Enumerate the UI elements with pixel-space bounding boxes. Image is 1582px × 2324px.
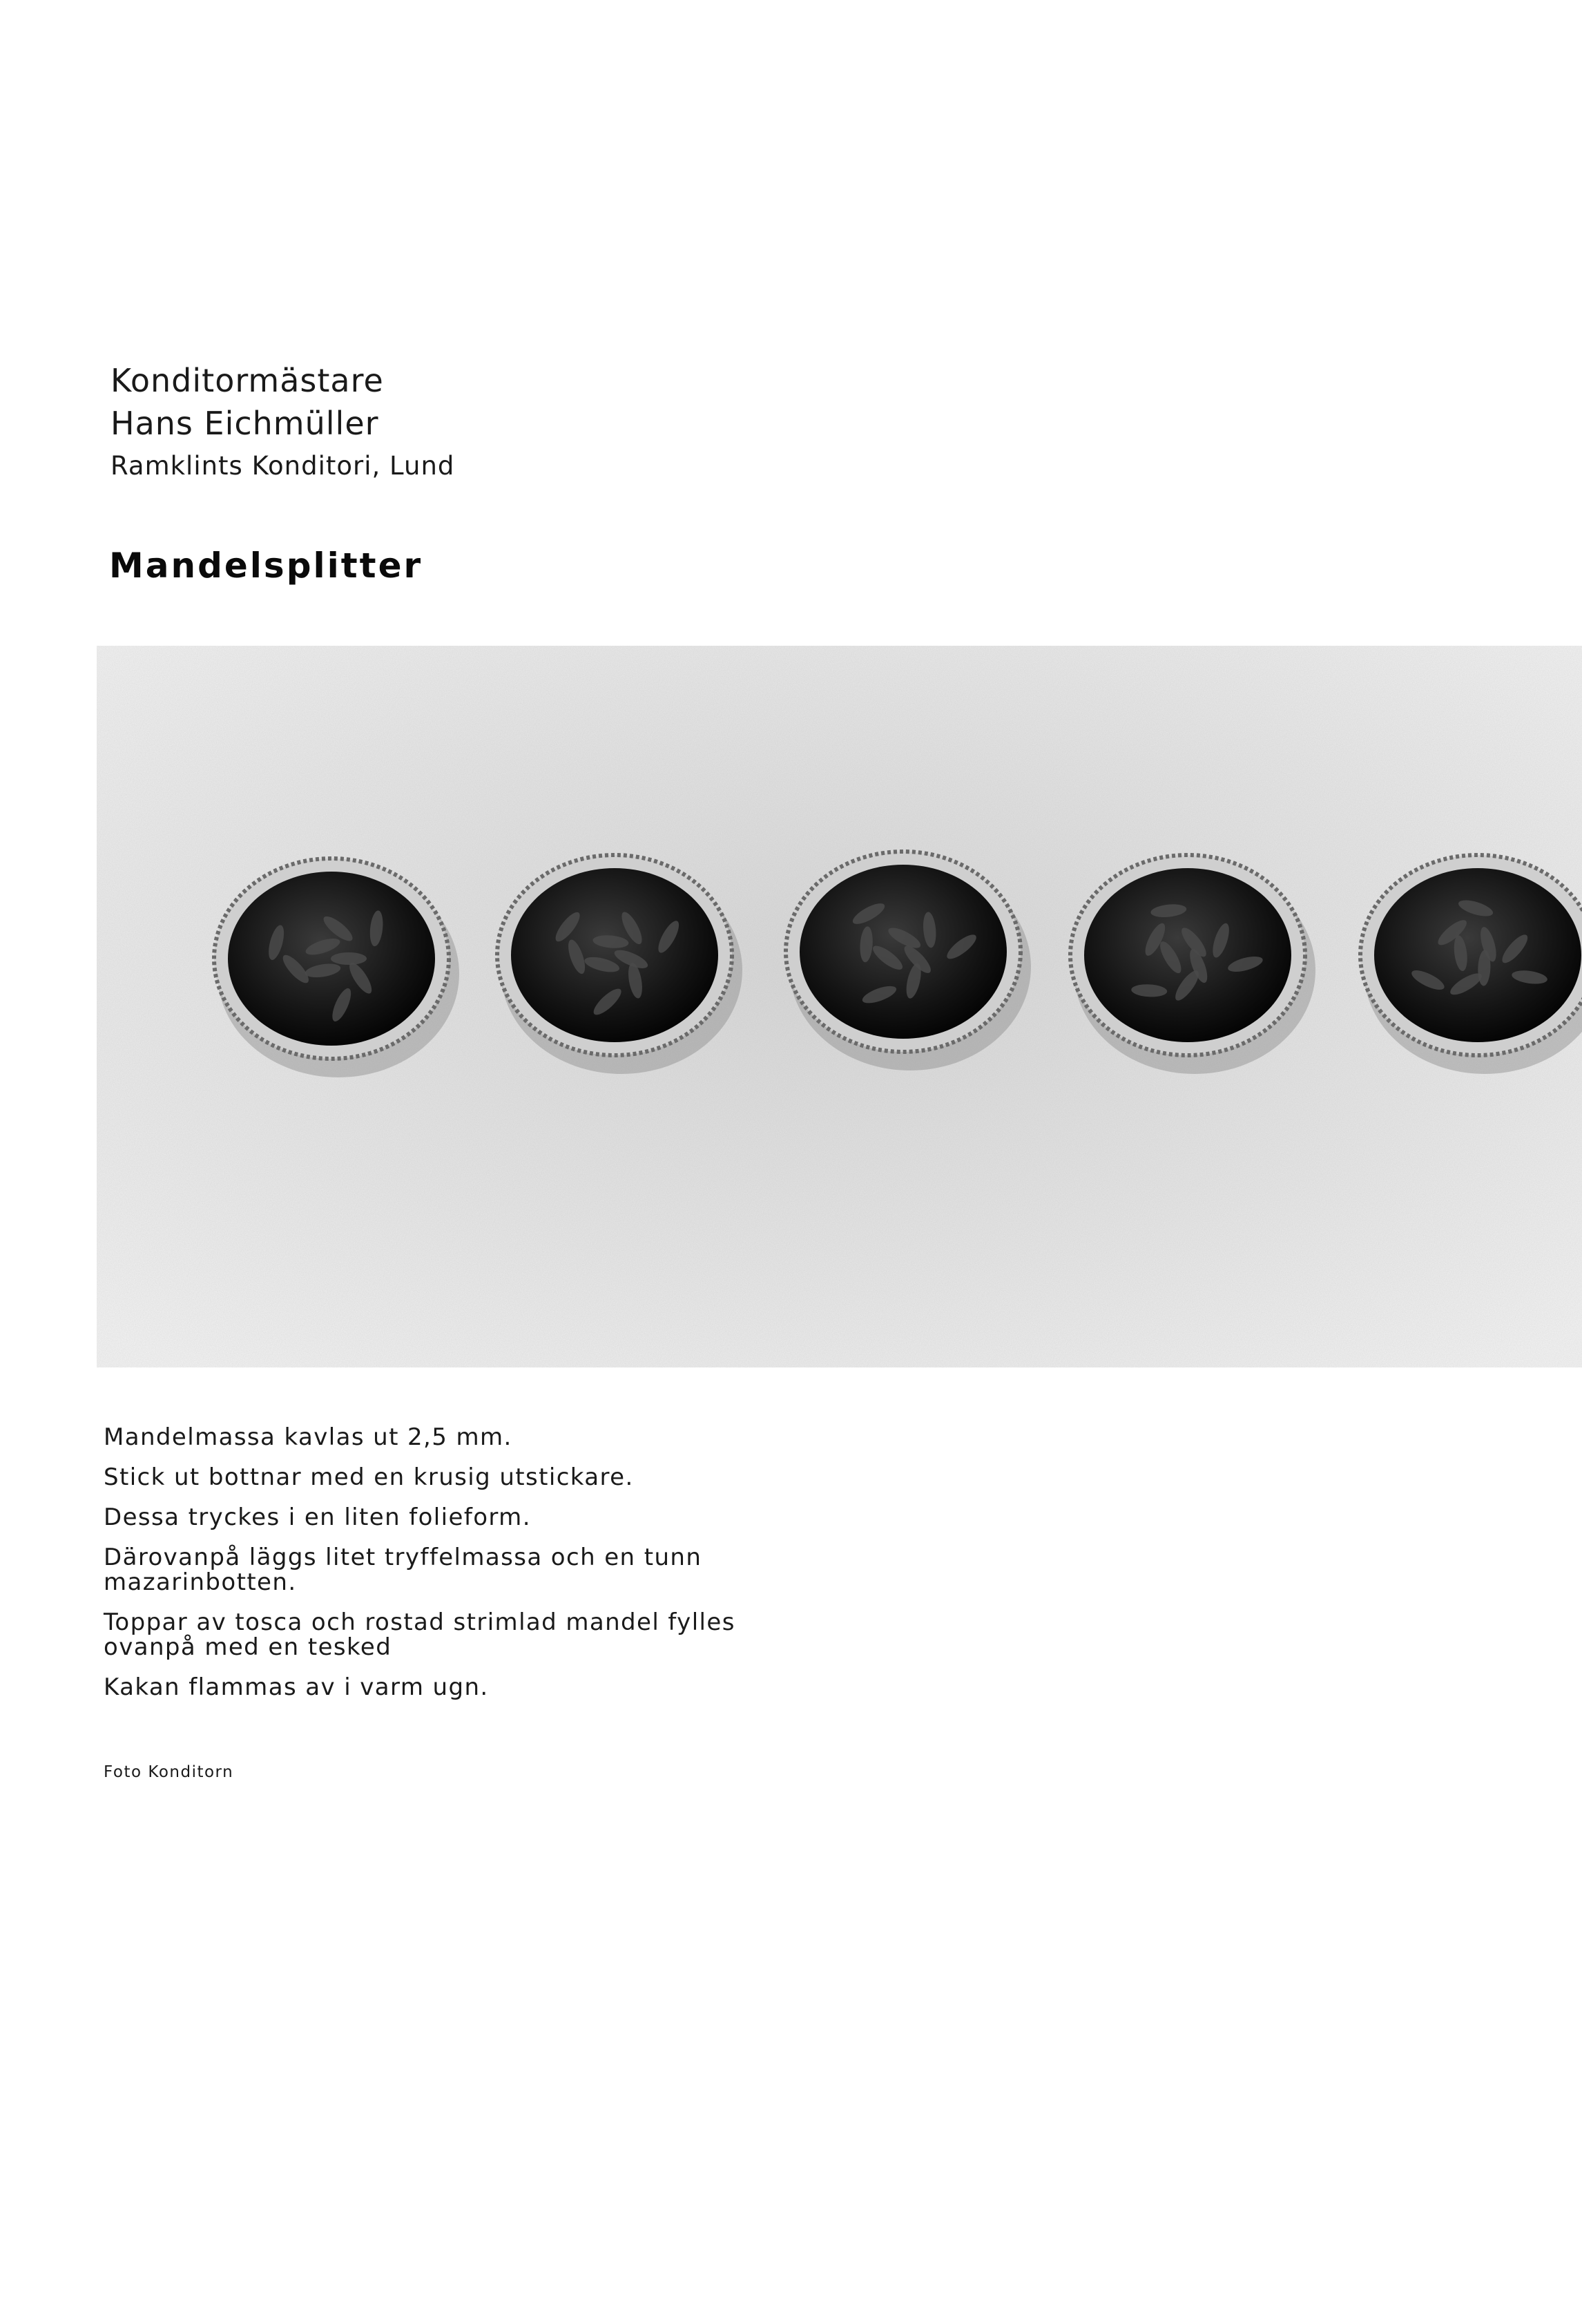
recipe-step: Kakan flammas av i varm ugn.: [104, 1673, 489, 1701]
photo-credit: Foto Konditorn: [104, 1763, 234, 1781]
pastry-photo: [97, 646, 1582, 1367]
recipe-step: Stick ut bottnar med en krusig utstickare.: [104, 1463, 634, 1491]
recipe-step: Därovanpå läggs litet tryffelmassa och en tunn mazarinbotten.: [104, 1544, 702, 1596]
author-byline: [110, 359, 454, 488]
recipe-title: Mandelsplitter: [109, 546, 423, 586]
recipe-step: Toppar av tosca och rostad strimlad mandel fylles ovanpå med en tesked: [104, 1608, 735, 1661]
recipe-steps: [104, 1425, 794, 1715]
recipe-step: Mandelmassa kavlas ut 2,5 mm.: [104, 1423, 512, 1451]
author-bakery: Ramklints Konditori, Lund: [110, 451, 455, 481]
author-name: Hans Eichmüller: [110, 405, 379, 442]
author-role: Konditormästare: [110, 362, 384, 399]
recipe-step: Dessa tryckes i en liten folieform.: [104, 1504, 531, 1531]
